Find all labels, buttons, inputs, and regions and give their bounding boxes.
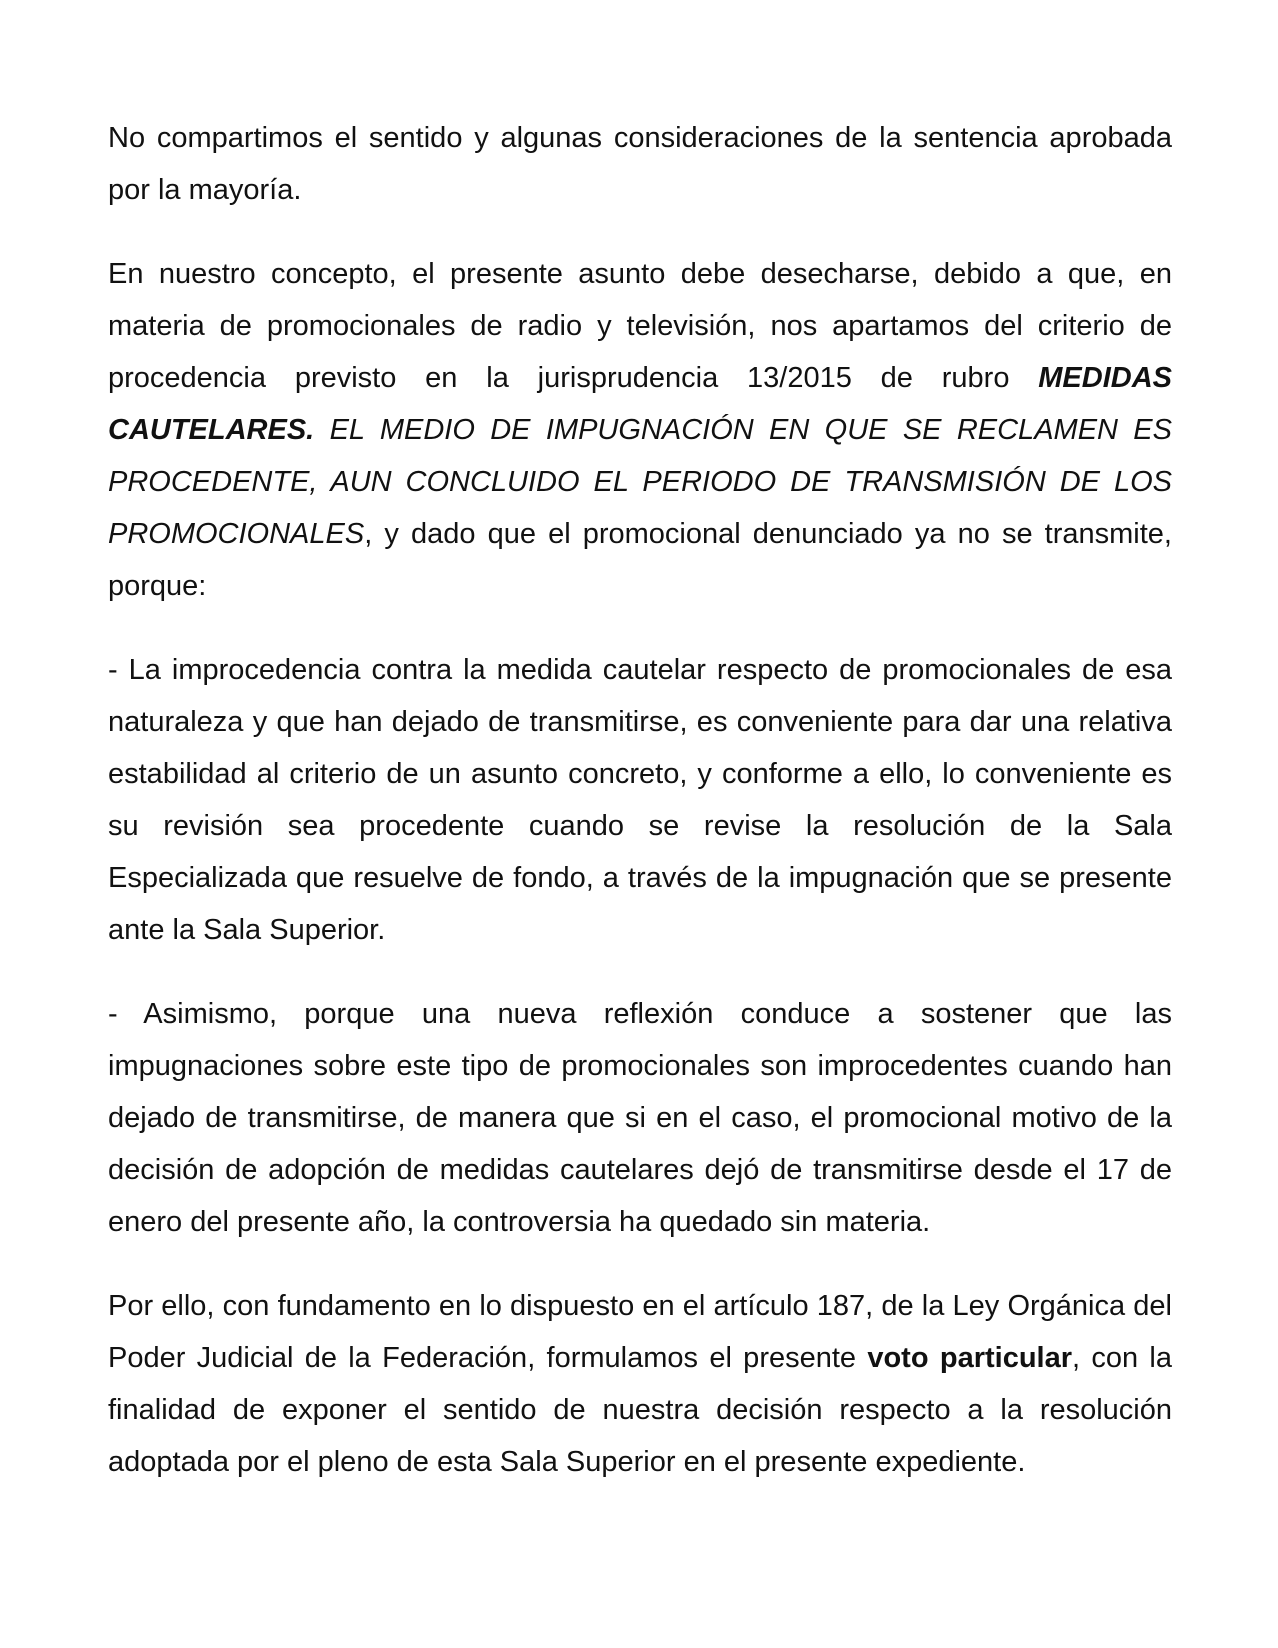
paragraph-dissent-intro-text: No compartimos el sentido y algunas consideraciones de la sentencia aprobada por la mayoría. <box>108 122 1172 206</box>
paragraph-reason-2-text: - Asimismo, porque una nueva reflexión conduce a sostener que las impugnaciones sobre este tipo de promocionales son improcedentes cuando han dejado de transmitirse, de manera que si en el caso, el promocional motivo de la decisión de adopción de medidas cautelares dejó de transmitirse desde el 17 de enero del presente año, la controversia ha quedado sin materia. <box>108 998 1172 1238</box>
paragraph-dissent-intro <box>108 112 1172 216</box>
jurisprudence-rubric-bold: MEDIDAS CAUTELARES. <box>108 362 1172 446</box>
paragraph-concept-text-end: , y dado que el promocional denunciado ya no se transmite, porque: <box>108 518 1172 602</box>
paragraph-conclusion <box>108 1280 1172 1488</box>
paragraph-reason-1-text: - La improcedencia contra la medida cautelar respecto de promocionales de esa naturaleza y que han dejado de transmitirse, es conveniente para dar una relativa estabilidad al criterio de un asunto concreto, y conforme a ello, lo conveniente es su revisión sea procedente cuando se revise la resolución de la Sala Especializada que resuelve de fondo, a través de la impugnación que se presente ante la Sala Superior. <box>108 654 1172 946</box>
paragraph-conclusion-text-start: Por ello, con fundamento en lo dispuesto en el artículo 187, de la Ley Orgánica del Poder Judicial de la Federación, formulamos el presente <box>108 1290 1172 1374</box>
document-page <box>108 112 1172 1520</box>
jurisprudence-rubric-italic: EL MEDIO DE IMPUGNACIÓN EN QUE SE RECLAMEN ES PROCEDENTE, AUN CONCLUIDO EL PERIODO DE TRANSMISIÓN DE LOS PROMOCIONALES <box>108 414 1172 550</box>
paragraph-conclusion-text-end: , con la finalidad de exponer el sentido de nuestra decisión respecto a la resolución adoptada por el pleno de esta Sala Superior en el presente expediente. <box>108 1342 1172 1478</box>
paragraph-concept <box>108 248 1172 612</box>
paragraph-reason-2 <box>108 988 1172 1248</box>
paragraph-reason-1 <box>108 644 1172 956</box>
paragraph-concept-text-start: En nuestro concepto, el presente asunto debe desecharse, debido a que, en materia de promocionales de radio y televisión, nos apartamos del criterio de procedencia previsto en la jurisprudencia 13/2015 de rubro <box>108 258 1172 394</box>
voto-particular-bold: voto particular <box>867 1342 1073 1374</box>
